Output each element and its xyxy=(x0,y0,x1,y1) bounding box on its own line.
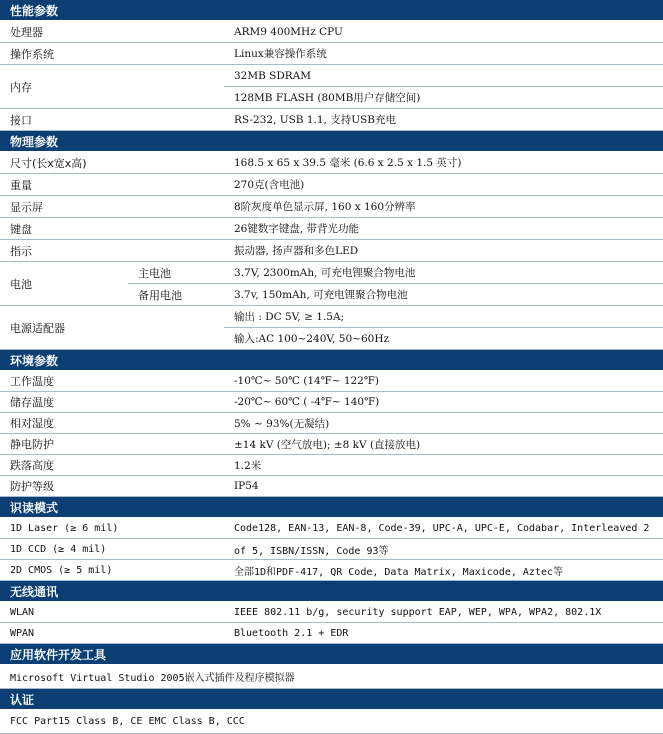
section-header-wireless xyxy=(0,581,663,602)
row-label: 2D CMOS (≥ 5 mil) xyxy=(0,560,224,581)
row-adapter xyxy=(0,306,663,328)
row-value: FCC Part15 Class B, CE EMC Class B, CCC xyxy=(0,710,663,734)
row-size xyxy=(0,152,663,174)
row-value: 8阶灰度单色显示屏, 160 x 160分辨率 xyxy=(224,196,663,218)
row-value: 全部1D和PDF-417, QR Code, Data Matrix, Maxicode, Aztec等 xyxy=(224,560,663,581)
row-value: Linux兼容操作系统 xyxy=(224,43,663,65)
section-header-performance xyxy=(0,0,663,21)
row-value: 振动器, 扬声器和多色LED xyxy=(224,240,663,262)
row-value: IEEE 802.11 b/g, security support EAP, WEP, WPA, WPA2, 802.1X xyxy=(224,602,663,623)
row-cmos xyxy=(0,560,663,581)
row-operating-temp xyxy=(0,371,663,392)
row-ccd xyxy=(0,539,663,560)
row-port xyxy=(0,109,663,131)
section-title: 环境参数 xyxy=(0,350,663,371)
row-humidity xyxy=(0,413,663,434)
row-software xyxy=(0,665,663,689)
section-title: 应用软件开发工具 xyxy=(0,644,663,665)
row-value: RS-232, USB 1.1, 支持USB充电 xyxy=(224,109,663,131)
row-label: 操作系统 xyxy=(0,43,224,65)
row-value: 32MB SDRAM xyxy=(224,65,663,87)
row-label: WLAN xyxy=(0,602,224,623)
row-label: 跌落高度 xyxy=(0,455,224,476)
row-label: 电源适配器 xyxy=(0,306,224,350)
row-value: of 5, ISBN/ISSN, Code 93等 xyxy=(224,539,663,560)
section-header-physical xyxy=(0,131,663,152)
row-value: 26键数字键盘, 带背光功能 xyxy=(224,218,663,240)
row-label: 处理器 xyxy=(0,21,224,43)
row-value: Bluetooth 2.1 + EDR xyxy=(224,623,663,644)
section-title: 物理参数 xyxy=(0,131,663,152)
row-value: 输入:AC 100~240V, 50~60Hz xyxy=(224,328,663,350)
row-label: 静电防护 xyxy=(0,434,224,455)
row-label: 电池 xyxy=(0,262,128,306)
row-sublabel: 备用电池 xyxy=(128,284,224,306)
row-value: 1.2米 xyxy=(224,455,663,476)
row-memory xyxy=(0,65,663,87)
row-laser xyxy=(0,518,663,539)
row-certification xyxy=(0,710,663,734)
row-keyboard xyxy=(0,218,663,240)
row-value: 270克(含电池) xyxy=(224,174,663,196)
row-cpu xyxy=(0,21,663,43)
row-value: 128MB FLASH (80MB用户存储空间) xyxy=(224,87,663,109)
section-header-environment xyxy=(0,350,663,371)
row-drop xyxy=(0,455,663,476)
section-header-reading xyxy=(0,497,663,518)
row-value: -10℃~ 50℃ (14℉~ 122℉) xyxy=(224,371,663,392)
row-value: 168.5 x 65 x 39.5 毫米 (6.6 x 2.5 x 1.5 英寸) xyxy=(224,152,663,174)
row-label: 指示 xyxy=(0,240,224,262)
row-label: 内存 xyxy=(0,65,224,109)
row-label: 防护等级 xyxy=(0,476,224,497)
section-title: 认证 xyxy=(0,689,663,710)
row-label: 显示屏 xyxy=(0,196,224,218)
row-value: -20℃~ 60℃ ( -4℉~ 140℉) xyxy=(224,392,663,413)
row-label: 1D Laser (≥ 6 mil) xyxy=(0,518,224,539)
row-storage-temp xyxy=(0,392,663,413)
row-value: ±14 kV (空气放电); ±8 kV (直接放电) xyxy=(224,434,663,455)
section-title: 识读模式 xyxy=(0,497,663,518)
row-wpan xyxy=(0,623,663,644)
row-value: 3.7v, 150mAh, 可充电锂聚合物电池 xyxy=(224,284,663,306)
row-label: 键盘 xyxy=(0,218,224,240)
row-label: 重量 xyxy=(0,174,224,196)
section-title: 性能参数 xyxy=(0,0,663,21)
row-value: 输出 : DC 5V, ≥ 1.5A; xyxy=(224,306,663,328)
row-value: IP54 xyxy=(224,476,663,497)
row-value: ARM9 400MHz CPU xyxy=(224,21,663,43)
row-value: Microsoft Virtual Studio 2005嵌入式插件及程序模拟器 xyxy=(0,665,663,689)
section-title: 无线通讯 xyxy=(0,581,663,602)
row-display xyxy=(0,196,663,218)
row-label: 相对湿度 xyxy=(0,413,224,434)
row-value: 3.7V, 2300mAh, 可充电锂聚合物电池 xyxy=(224,262,663,284)
row-label: 1D CCD (≥ 4 mil) xyxy=(0,539,224,560)
row-esd xyxy=(0,434,663,455)
section-header-software xyxy=(0,644,663,665)
row-label: 接口 xyxy=(0,109,224,131)
row-value: Code128, EAN-13, EAN-8, Code-39, UPC-A, UPC-E, Codabar, Interleaved 2 xyxy=(224,518,663,539)
row-value: 5% ~ 93%(无凝结) xyxy=(224,413,663,434)
row-label: 工作温度 xyxy=(0,371,224,392)
row-indicator xyxy=(0,240,663,262)
row-sublabel: 主电池 xyxy=(128,262,224,284)
row-os xyxy=(0,43,663,65)
row-battery-main xyxy=(0,262,663,284)
row-label: WPAN xyxy=(0,623,224,644)
row-weight xyxy=(0,174,663,196)
section-header-certification xyxy=(0,689,663,710)
row-ip xyxy=(0,476,663,497)
row-wlan xyxy=(0,602,663,623)
row-label: 储存温度 xyxy=(0,392,224,413)
row-label: 尺寸(长x宽x高) xyxy=(0,152,224,174)
